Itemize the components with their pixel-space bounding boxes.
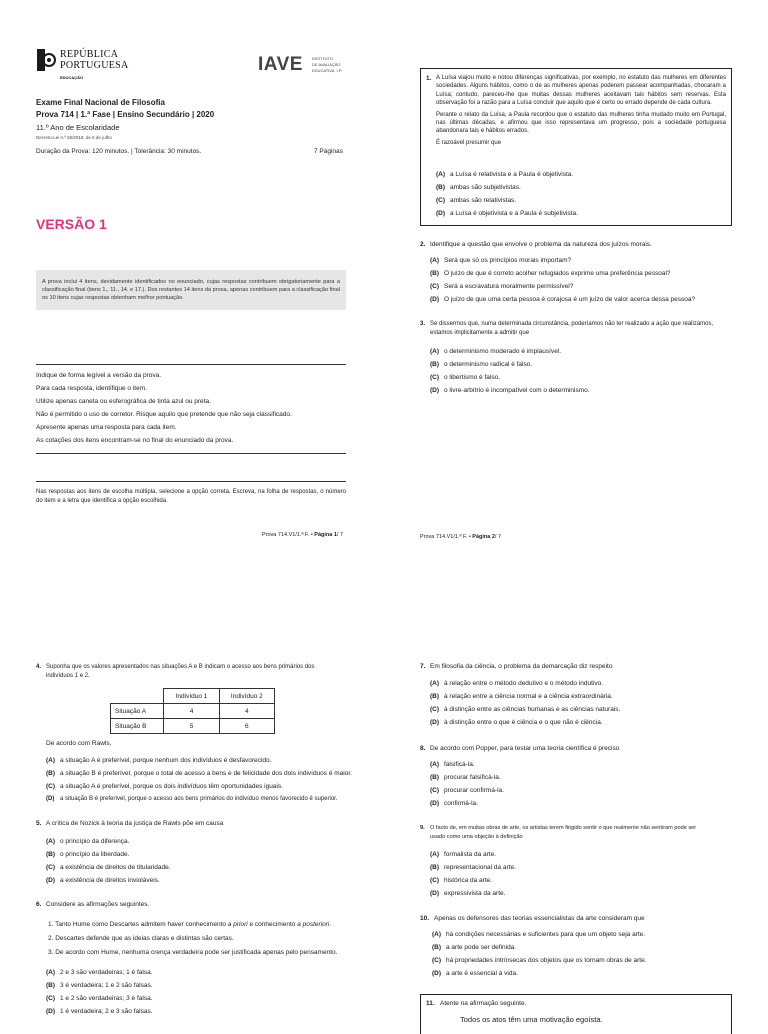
table-row [111, 704, 275, 719]
q10-option-b[interactable]: (B) a arte pode ser definida. [432, 944, 517, 951]
q6-statement-2: 2. Descartes defende que as ideias claras e distintas são certas. [48, 935, 234, 942]
table-header: Indivíduo 1 [164, 689, 219, 704]
iave-small2: DE AVALIAÇÃO [312, 62, 341, 67]
q5-option-c[interactable]: (C) a existência de direitos de titularidade. [46, 864, 171, 871]
instruction-item: Indique de forma legível a versão da prova. [36, 372, 162, 379]
q5-option-a[interactable]: (A) o princípio da diferença. [46, 838, 130, 845]
q1-paragraph: É razoável presumir que [436, 139, 502, 146]
table-corner [111, 689, 164, 704]
table-cell: Situação B [111, 719, 164, 734]
q8-option-b[interactable]: (B) procurar falsificá-la. [430, 774, 501, 781]
republica-emblem-icon [36, 48, 56, 72]
iave-small3: EDUCATIVA, I.P. [312, 68, 343, 73]
table-row [111, 719, 275, 734]
q9-option-c[interactable]: (C) histórica da arte. [430, 877, 493, 884]
q2-option-b[interactable]: (B) O juízo de que é correto acolher refugiados exprime uma preferência pessoal? [430, 270, 671, 277]
notice-text: A prova inclui 4 itens, devidamente identificados no enunciado, cujas respostas contribuem obrigatoriamente para a classificação final (itens 1., 11., 14. e 17.). Dos restantes 14 itens da prova, apenas contribuem para a classificação final os 10 itens cujas respostas obtenham melhor pontuação. [42, 279, 340, 301]
exam-decree: Decreto-Lei n.º 55/2018, de 6 de julho [36, 135, 112, 140]
q4-lead: De acordo com Rawls, [46, 740, 112, 747]
iave-small1: INSTITUTO [312, 56, 334, 61]
q8-option-a[interactable]: (A) falsificá-la. [430, 761, 475, 768]
iave-letters: IAVE [258, 54, 303, 75]
divider-mc [36, 481, 346, 482]
q5-option-d[interactable]: (D) a existência de direitos invioláveis. [46, 877, 160, 884]
q3-option-a[interactable]: (A) o determinismo moderado é implausível. [430, 348, 562, 355]
q8-stem: 8. De acordo com Popper, para testar uma teoria científica é preciso [420, 745, 620, 752]
q6-statement-3: 3. De acordo com Hume, nenhuma crença verdadeira pode ser justificada apenas pelo pensamento. [48, 949, 338, 956]
mc-note: Nas respostas aos itens de escolha múltipla, selecione a opção correta. Escreva, na folha de respostas, o número do item e a letra que identifica a opção escolhida. [36, 489, 346, 504]
q4-option-d[interactable]: (D) a situação B é preferível, porque o acesso aos bens primários do indivíduo menos favorecido é superior. [46, 796, 338, 802]
q9-option-b[interactable]: (B) representacional da arte. [430, 864, 516, 871]
q3-option-b[interactable]: (B) o determinismo radical é falso. [430, 361, 533, 368]
q7-option-b[interactable]: (B) à relação entre a ciência normal e a ciência extraordinária. [430, 693, 613, 700]
q1-option-d[interactable]: (D) a Luísa é objetivista e a Paula é subjetivista. [436, 210, 578, 217]
q6-statement-1: 1. Tanto Hume como Descartes admitem haver conhecimento a priori e conhecimento a posteriori. [48, 921, 332, 928]
q1-paragraph: A Luísa viajou muito e notou diferenças significativas, por exemplo, no estatuto das mulheres em diferentes sociedades. Alguns hábitos, como o de as mulheres apenas poderem passear acompanhadas, chocaram a Luísa; contudo, pareceu-lhe que muitas dessas mulheres aceitavam tais hábitos sem reservas. Esta observação foi a razão para a Luísa concluir que aquilo que é certo ou errado depende de cada cultura. [436, 75, 726, 107]
exam-title: Exame Final Nacional de Filosofia [36, 98, 165, 107]
exam-subtitle: Prova 714 | 1.ª Fase | Ensino Secundário | 2020 [36, 110, 215, 119]
exam-duration: Duração da Prova: 120 minutos. | Tolerância: 30 minutos. [36, 148, 202, 155]
instruction-item: Não é permitido o uso de corretor. Risque aquilo que pretende que não seja classificado. [36, 411, 292, 418]
q4-option-a[interactable]: (A) a situação A é preferível, porque nenhum dos indivíduos é desfavorecido. [46, 757, 272, 764]
iave-logo [258, 54, 348, 78]
q7-option-c[interactable]: (C) à distinção entre as ciências humanas e as ciências naturais. [430, 706, 621, 713]
instruction-item: Para cada resposta, identifique o item. [36, 385, 147, 392]
q7-option-a[interactable]: (A) à relação entre o método dedutivo e o método indutivo. [430, 680, 603, 687]
q8-option-c[interactable]: (C) procurar confirmá-la. [430, 787, 504, 794]
q3-stem: 3. Se dissermos que, numa determinada circunstância, poderíamos não ter realizado a ação que realizámos, estamos implicitamente a admitir que [420, 321, 714, 336]
q5-option-b[interactable]: (B) o princípio da liberdade. [46, 851, 130, 858]
q10-option-c[interactable]: (C) há propriedades intrínsecas dos objetos que os tornam obras de arte. [432, 957, 647, 964]
q4-stem: 4. Suponha que os valores apresentados nas situações A e B indicam o acesso aos bens primários dos indivíduos 1 e 2. [36, 664, 315, 679]
q11-quote: Todos os atos têm uma motivação egoísta. [460, 1015, 603, 1024]
q5-stem: 5. A crítica de Nozick à teoria da justiça de Rawls põe em causa [36, 820, 224, 827]
table-cell: Situação A [111, 704, 164, 719]
q6-option-b[interactable]: (B) 3 é verdadeira; 1 e 2 são falsas. [46, 982, 153, 989]
exam-grade: 11.º Ano de Escolaridade [36, 123, 120, 132]
notice-box [36, 270, 346, 310]
logo-sub: EDUCAÇÃO [60, 75, 84, 80]
q6-option-d[interactable]: (D) 1 é verdadeira; 2 e 3 são falsas. [46, 1008, 153, 1015]
instruction-item: Apresente apenas uma resposta para cada item. [36, 424, 177, 431]
q4-option-c[interactable]: (C) a situação A é preferível, porque os dois indivíduos têm oportunidades iguais. [46, 783, 283, 790]
instruction-item: As cotações dos itens encontram-se no final do enunciado da prova. [36, 437, 234, 444]
q9-stem: 9. O facto de, em muitas obras de arte, os artistas terem fingido sentir o que realmente não sentiram pode ser usado como uma objeção à definição [420, 825, 697, 840]
q1-number: 1. [426, 75, 432, 82]
divider-bottom [36, 453, 346, 454]
q7-stem: 7. Em filosofia da ciência, o problema da demarcação diz respeito [420, 663, 613, 670]
table-cell: 5 [164, 719, 219, 734]
logo-line1: REPÚBLICA [60, 49, 119, 60]
table-header: Indivíduo 2 [219, 689, 274, 704]
q9-option-d[interactable]: (D) expressivista da arte. [430, 890, 506, 897]
rawls-table [110, 688, 275, 734]
q1-paragraph: Perante o relato da Luísa, a Paula recordou que o estatuto das mulheres tinha mudado muito em Portugal, nas últimas décadas, e afirmou que isso representava um progresso, pois a sociedade portuguesa abandonara tais e hábitos errados. [436, 111, 726, 135]
q2-stem: 2. Identifique a questão que envolve o problema da natureza dos juízos morais. [420, 241, 652, 248]
q11-stem: 11. Atente na afirmação seguinte. [426, 1000, 527, 1007]
table-cell: 6 [219, 719, 274, 734]
exam-pages: 7 Páginas [314, 148, 343, 155]
table-cell: 4 [219, 704, 274, 719]
page-1-footer: Prova 714.V1/1.ª F. • Página 1/ 7 [262, 532, 344, 538]
q1-option-c[interactable]: (C) ambas são relativistas. [436, 197, 517, 204]
q3-option-d[interactable]: (D) o livre-arbítrio é incompatível com o determinismo. [430, 387, 590, 394]
q1-option-b[interactable]: (B) ambas são subjetivistas. [436, 184, 521, 191]
version-label: VERSÃO 1 [36, 216, 107, 232]
q10-option-d[interactable]: (D) a arte é essencial à vida. [432, 970, 518, 977]
q6-option-a[interactable]: (A) 2 e 3 são verdadeiras; 1 é falsa. [46, 969, 153, 976]
q1-text [426, 74, 726, 147]
q2-option-a[interactable]: (A) Será que só os princípios morais importam? [430, 257, 572, 264]
divider-top [36, 364, 346, 365]
q1-option-a[interactable]: (A) a Luísa é relativista e a Paula é objetivista. [436, 171, 574, 178]
q4-option-b[interactable]: (B) a situação B é preferível, porque o total de acesso a bens e de felicidade dos dois indivíduos é maior. [46, 770, 352, 777]
q7-option-d[interactable]: (D) à distinção entre o que é ciência e o que não é ciência. [430, 719, 603, 726]
page-2-footer: Prova 714.V1/1.ª F. • Página 2/ 7 [420, 534, 502, 540]
q10-stem: 10. Apenas os defensores das teorias essencialistas da arte consideram que [420, 915, 645, 922]
q10-option-a[interactable]: (A) há condições necessárias e suficientes para que um objeto seja arte. [432, 931, 646, 938]
instruction-item: Utilize apenas caneta ou esferográfica de tinta azul ou preta. [36, 398, 211, 405]
q6-stem: 6. Considere as afirmações seguintes. [36, 901, 150, 908]
q6-option-c[interactable]: (C) 1 e 2 são verdadeiras; 3 é falsa. [46, 995, 153, 1002]
q3-option-c[interactable]: (C) o libertismo é falso. [430, 374, 500, 381]
q8-option-d[interactable]: (D) confirmá-la. [430, 800, 478, 807]
q9-option-a[interactable]: (A) formalista da arte. [430, 851, 497, 858]
q2-option-d[interactable]: (D) O juízo de que uma certa pessoa é corajosa é um juízo de valor acerca dessa pessoa? [430, 296, 696, 303]
table-cell: 4 [164, 704, 219, 719]
republica-logo [36, 46, 136, 82]
logo-line2: PORTUGUESA [60, 60, 129, 71]
q2-option-c[interactable]: (C) Será a escravatura moralmente permissível? [430, 283, 574, 290]
